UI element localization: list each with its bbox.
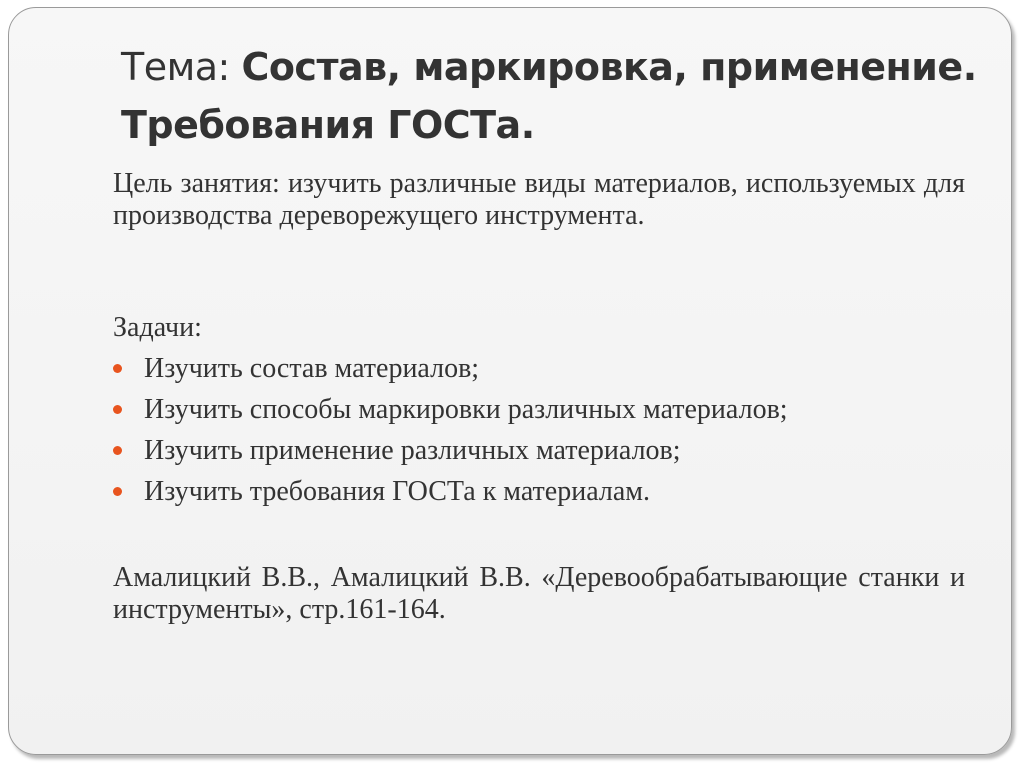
task-text: Изучить способы маркировки различных материалов; [144, 394, 788, 425]
task-text: Изучить применение различных материалов; [144, 435, 681, 466]
task-text: Изучить требования ГОСТа к материалам. [144, 476, 650, 507]
title-topic: Состав, маркировка, применение. Требования ГОСТа. [121, 45, 977, 147]
bullet-dot-icon [113, 405, 122, 414]
task-item [113, 351, 973, 392]
tasks-heading: Задачи: [113, 312, 202, 343]
bullet-dot-icon [113, 364, 122, 373]
task-text: Изучить состав материалов; [144, 353, 480, 384]
task-item [113, 433, 973, 474]
task-item [113, 392, 973, 433]
slide-title [121, 38, 981, 154]
literature-reference: Амалицкий В.В., Амалицкий В.В. «Деревообрабатывающие станки и инструменты», стр.161-164. [113, 562, 965, 625]
task-item [113, 474, 973, 515]
title-prefix: Тема: [121, 45, 242, 89]
bullet-dot-icon [113, 487, 122, 496]
lesson-goal: Цель занятия: изучить различные виды материалов, используемых для производства дереворежущего инструмента. [113, 168, 965, 231]
bullet-dot-icon [113, 446, 122, 455]
task-list [113, 351, 973, 515]
